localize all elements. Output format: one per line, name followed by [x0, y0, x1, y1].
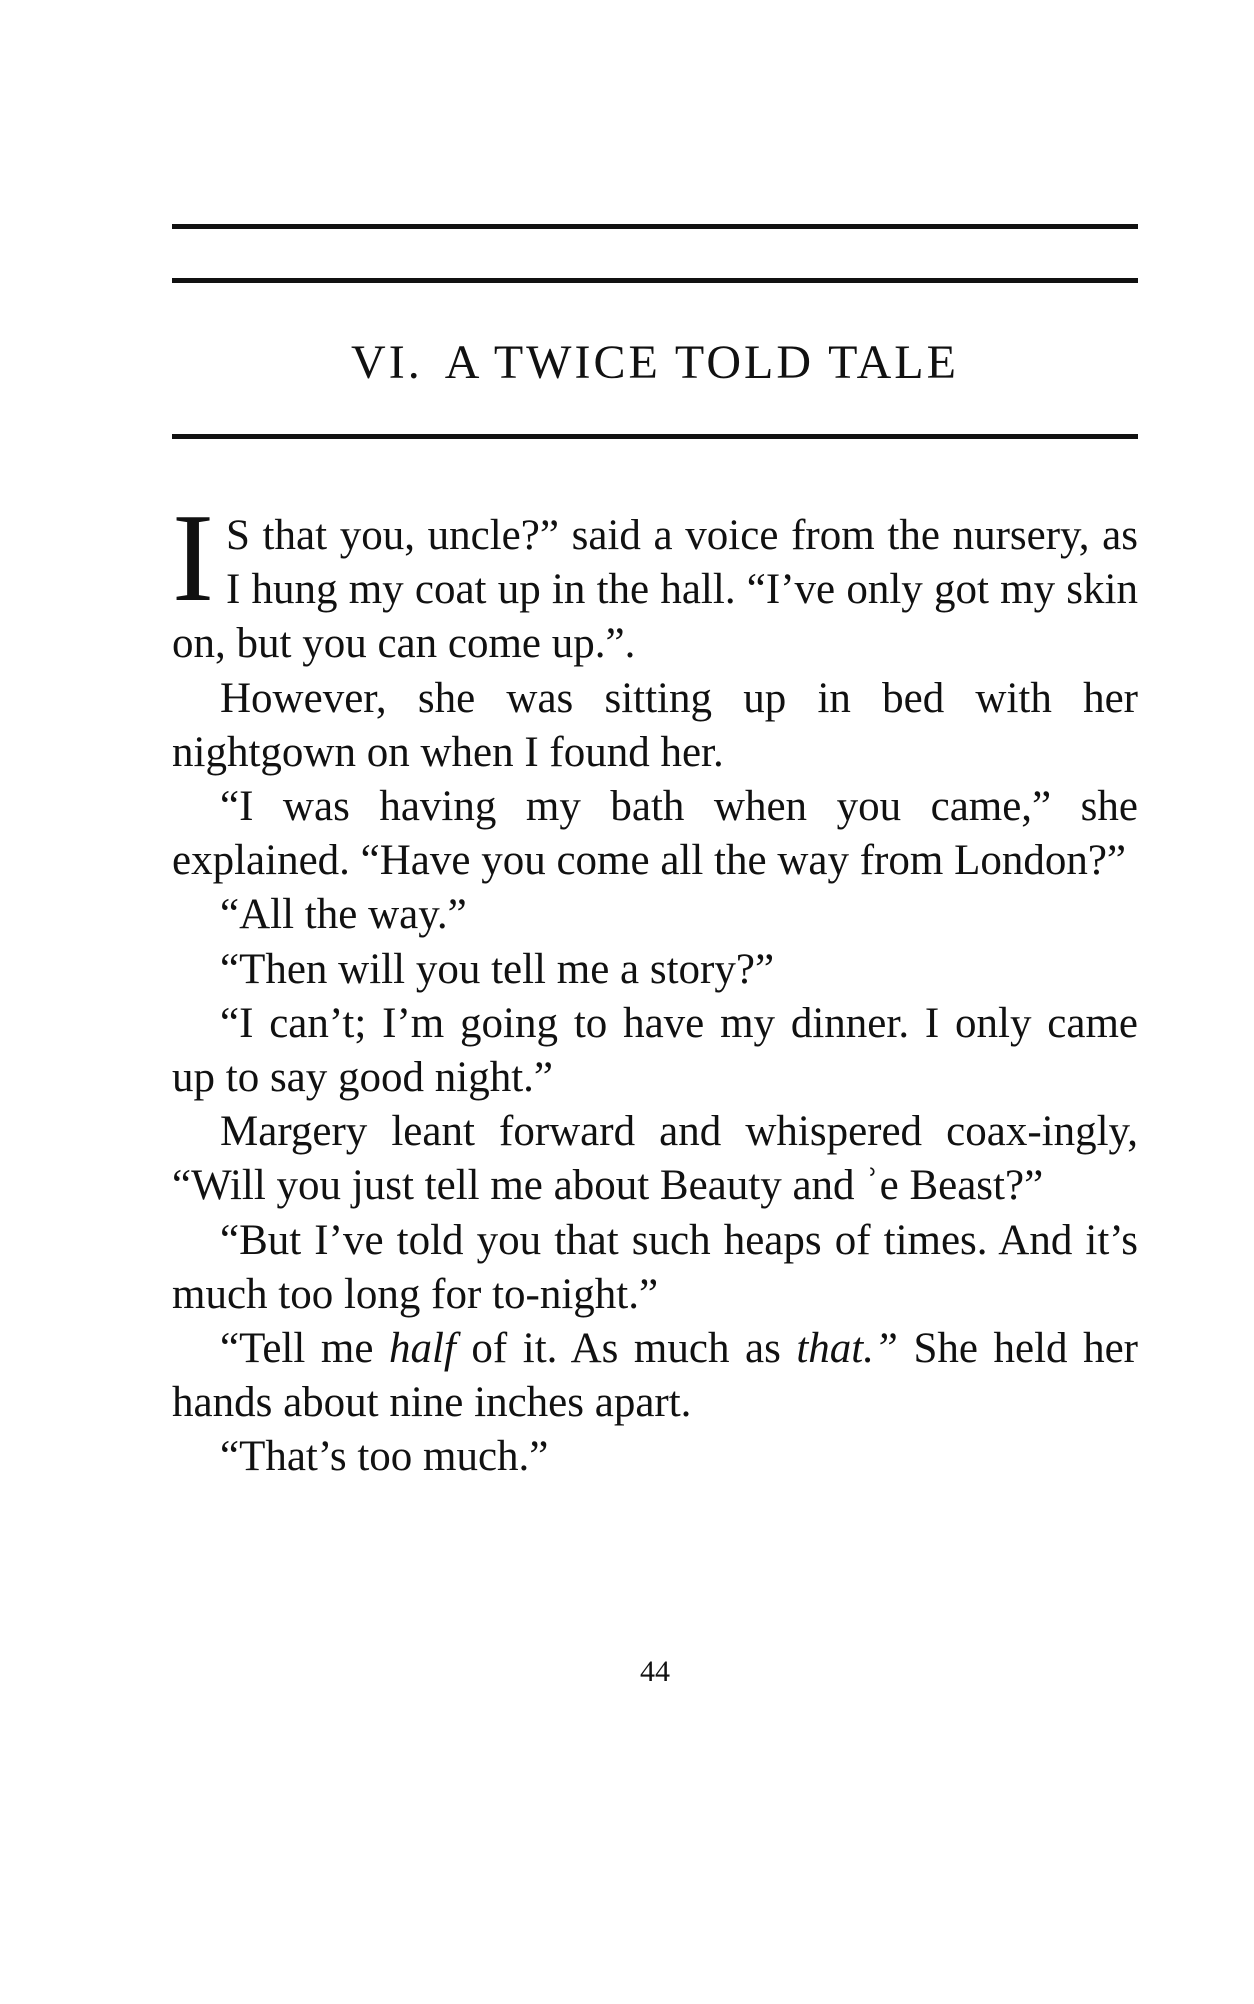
paragraph: Margery leant forward and whispered coax-ingly, “Will you just tell me about Beauty and ʾe Beast?”: [172, 1108, 1138, 1210]
emphasis: that.”: [796, 1325, 898, 1373]
paragraph: “Then will you tell me a story?”: [220, 945, 775, 993]
emphasis: half: [388, 1325, 456, 1373]
chapter-heading: [172, 333, 1138, 393]
paragraph-text: She held her hands about nine inches apart.: [172, 1325, 1138, 1427]
paragraph: “I can’t; I’m going to have my dinner. I only came up to say good night.”: [172, 999, 1138, 1102]
paragraph: “That’s too much.”: [220, 1433, 549, 1481]
chapter-body: [172, 489, 1138, 1485]
chapter-title: A TWICE TOLD TALE: [444, 336, 959, 389]
paragraph: [172, 1322, 1138, 1430]
top-rule-2: [172, 278, 1138, 283]
top-rule-1: [172, 224, 1138, 229]
page-number: 44: [640, 1655, 670, 1688]
chapter-number: VI.: [351, 336, 423, 389]
paragraph: “I was having my bath when you came,” she explained. “Have you come all the way from London?”: [172, 783, 1138, 885]
paragraph: “But I’ve told you that such heaps of times. And it’s much too long for to-night.”: [172, 1216, 1138, 1318]
paragraph-text: “Tell me: [220, 1325, 389, 1373]
paragraph-text: S that you, uncle?” said a voice from the nursery, as I hung my coat up in the hall. “I’ve only got my skin on, but you can come up.”.: [172, 512, 1138, 668]
paragraph: [172, 489, 1138, 672]
drop-cap: I: [172, 489, 214, 628]
paragraph-text: of it. As much as: [455, 1325, 797, 1373]
paragraph: However, she was sitting up in bed with her nightgown on when I found her.: [172, 674, 1138, 776]
heading-rule: [172, 434, 1138, 439]
paragraph: “All the way.”: [220, 891, 467, 939]
